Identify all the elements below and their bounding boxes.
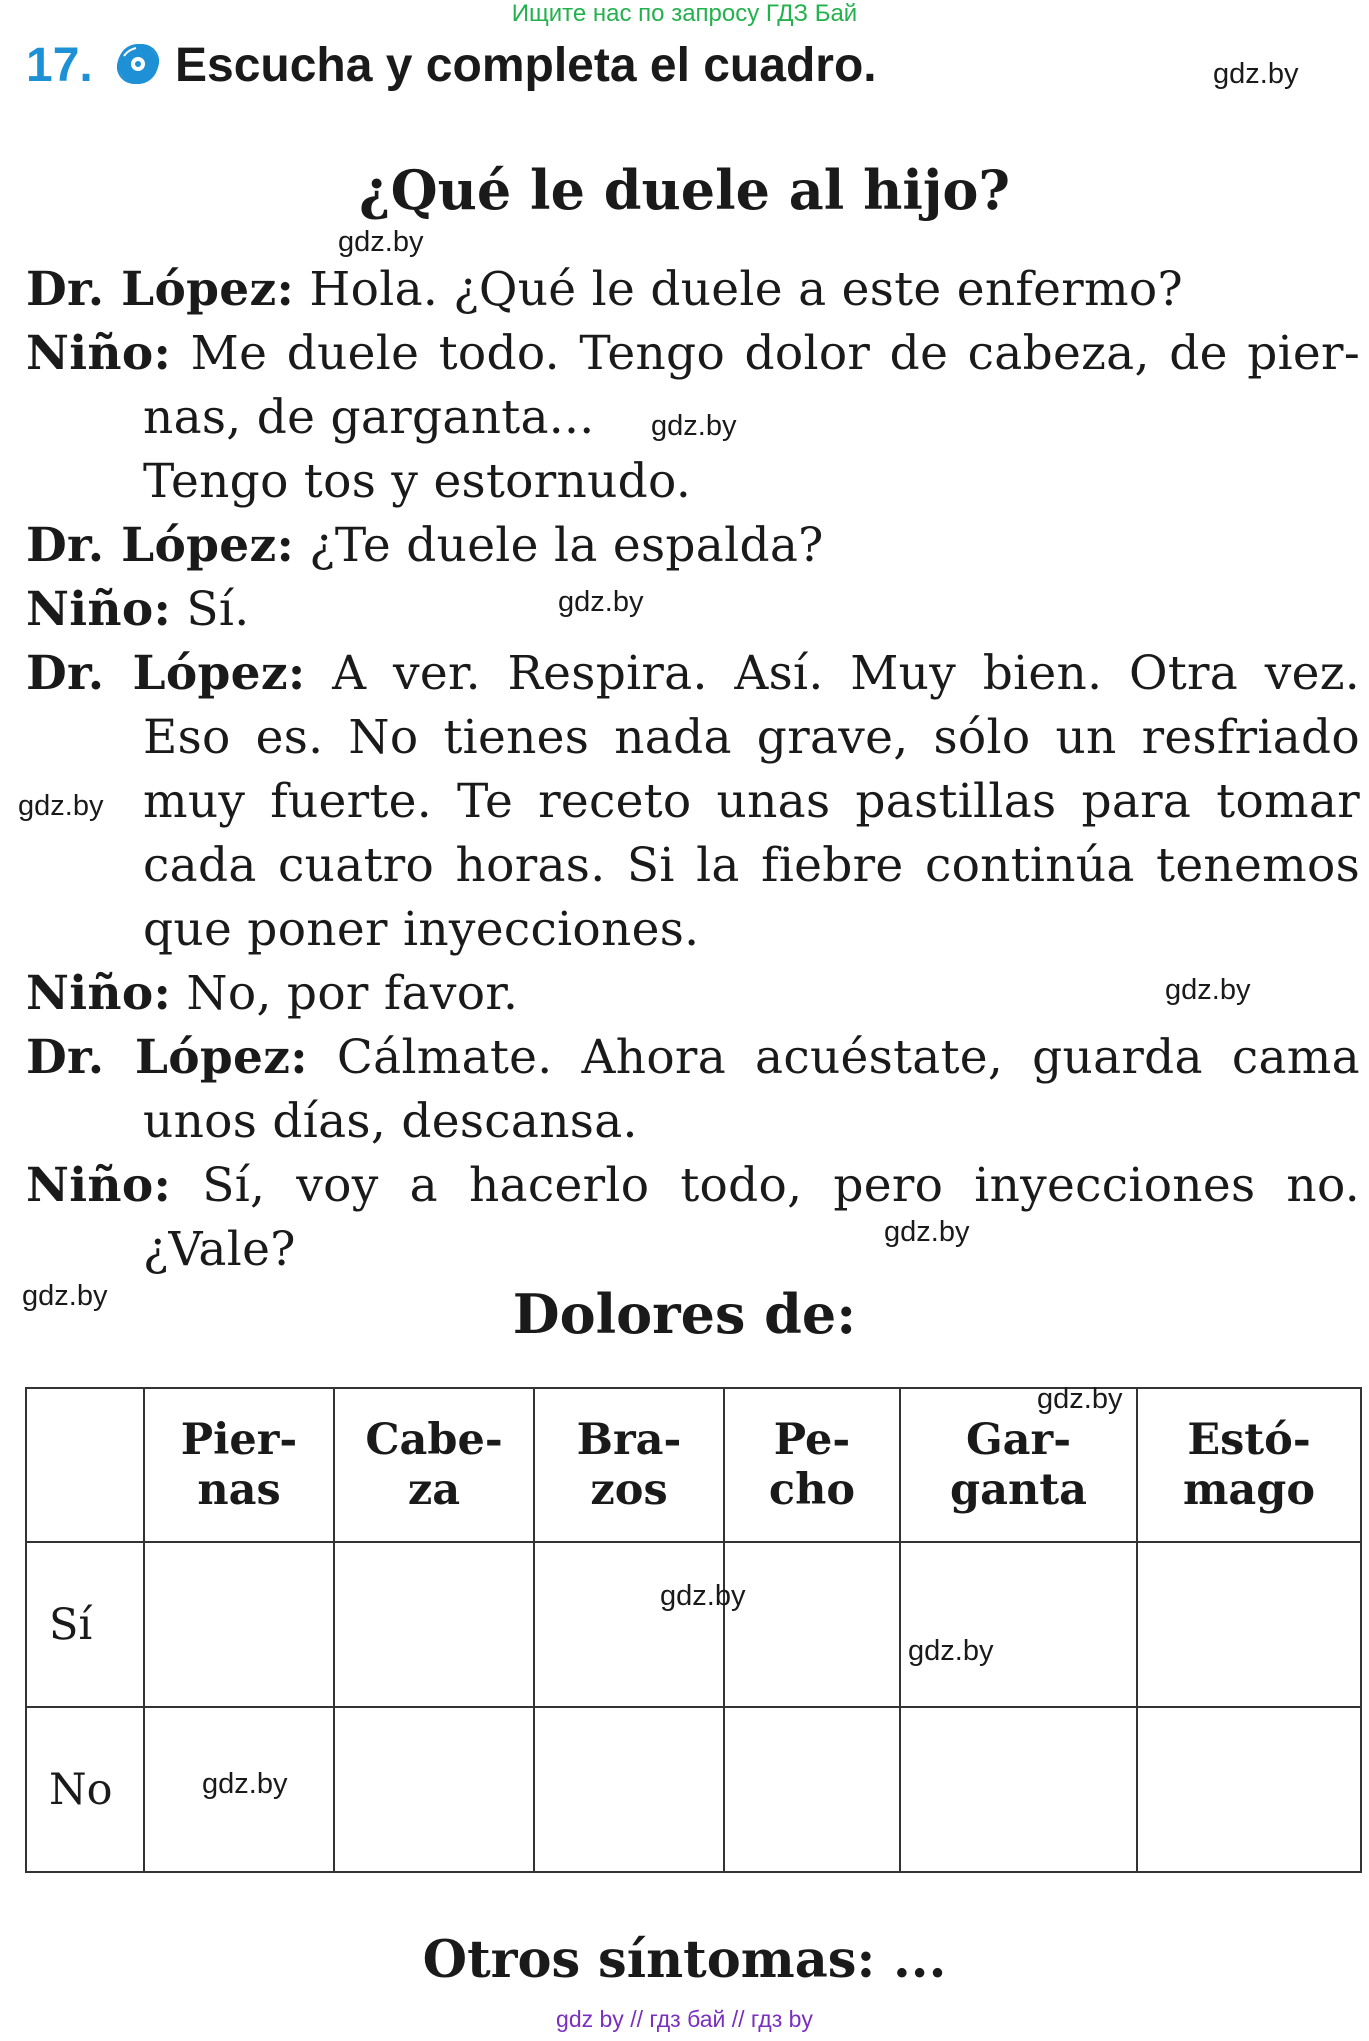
row-label: No bbox=[26, 1707, 144, 1872]
speaker-label: Dr. López: bbox=[26, 1030, 308, 1085]
line-text: Cálmate. Ahora acuéstate, guarda cama bbox=[307, 1030, 1360, 1085]
line-text: ¿Vale? bbox=[143, 1222, 296, 1277]
dialog-line bbox=[26, 582, 250, 637]
line-text: muy fuerte. Te receto unas pastillas para tomar bbox=[143, 774, 1360, 829]
table-header-row bbox=[26, 1388, 1361, 1542]
dialog-line bbox=[143, 454, 691, 509]
answer-cell[interactable] bbox=[144, 1542, 334, 1707]
watermark: gdz.by bbox=[1213, 58, 1299, 90]
speaker-label: Dr. López: bbox=[26, 262, 295, 317]
speaker-label: Niño: bbox=[26, 582, 172, 637]
dialog-line bbox=[26, 1030, 1360, 1085]
line-text: Me duele todo. Tengo dolor de cabeza, de pier- bbox=[171, 326, 1360, 381]
answer-cell[interactable] bbox=[724, 1707, 900, 1872]
column-header: Estó- mago bbox=[1137, 1388, 1361, 1542]
cd-icon bbox=[114, 40, 162, 88]
watermark: gdz.by bbox=[22, 1280, 108, 1312]
speaker-label: Dr. López: bbox=[26, 518, 295, 573]
watermark: gdz.by bbox=[884, 1216, 970, 1248]
line-text: Sí, voy a hacerlo todo, pero inyecciones no. bbox=[171, 1158, 1360, 1213]
answer-cell[interactable] bbox=[1137, 1542, 1361, 1707]
top-banner: Ищите нас по запросу ГДЗ Бай bbox=[511, 0, 858, 27]
line-text: Tengo tos y estornudo. bbox=[143, 454, 692, 509]
line-text: ¿Te duele la espalda? bbox=[294, 518, 824, 573]
line-text: A ver. Respira. Así. Muy bien. Otra vez. bbox=[305, 646, 1360, 701]
watermark: gdz.by bbox=[202, 1768, 288, 1800]
bottom-banner: gdz by // гдз бай // гдз by bbox=[556, 2006, 813, 2032]
column-header: Cabe- za bbox=[334, 1388, 534, 1542]
line-text: Hola. ¿Qué le duele a este enfermo? bbox=[294, 262, 1183, 317]
line-text: cada cuatro horas. Si la fiebre continúa tenemos bbox=[143, 838, 1360, 893]
speaker-label: Dr. López: bbox=[26, 646, 306, 701]
answer-cell[interactable] bbox=[1137, 1707, 1361, 1872]
exercise-instruction: Escucha y completa el cuadro. bbox=[175, 39, 877, 92]
line-text: No, por favor. bbox=[171, 966, 519, 1021]
dialog-line bbox=[26, 646, 1360, 701]
table-title: Dolores de: bbox=[512, 1282, 857, 1346]
otros-sintomas: Otros síntomas: ... bbox=[422, 1930, 947, 1990]
exercise-number: 17. bbox=[26, 39, 93, 92]
column-header: Pier- nas bbox=[144, 1388, 334, 1542]
dialog-line bbox=[143, 1222, 296, 1277]
watermark: gdz.by bbox=[18, 790, 104, 822]
answer-cell[interactable] bbox=[334, 1707, 534, 1872]
watermark: gdz.by bbox=[908, 1635, 994, 1667]
speaker-label: Niño: bbox=[26, 326, 172, 381]
watermark: gdz.by bbox=[651, 410, 737, 442]
column-header: Pe- cho bbox=[724, 1388, 900, 1542]
watermark: gdz.by bbox=[1037, 1383, 1123, 1415]
dialog-title: ¿Qué le duele al hijo? bbox=[358, 158, 1011, 222]
line-text: unos días, descansa. bbox=[143, 1094, 638, 1149]
line-text: que poner inyecciones. bbox=[143, 902, 700, 957]
corner-cell bbox=[26, 1388, 144, 1542]
answer-cell[interactable] bbox=[534, 1707, 724, 1872]
speaker-label: Niño: bbox=[26, 966, 172, 1021]
answer-cell[interactable] bbox=[724, 1542, 900, 1707]
speaker-label: Niño: bbox=[26, 1158, 172, 1213]
column-header: Bra- zos bbox=[534, 1388, 724, 1542]
column-header: Gar- ganta bbox=[900, 1388, 1137, 1542]
dialog-line bbox=[143, 838, 1360, 893]
line-text: Eso es. No tienes nada grave, sólo un resfriado bbox=[143, 710, 1360, 765]
line-text: nas, de garganta... bbox=[143, 390, 595, 445]
dialog-line bbox=[143, 902, 699, 957]
watermark: gdz.by bbox=[1165, 974, 1251, 1006]
table-row bbox=[26, 1542, 1361, 1707]
dialog-line bbox=[26, 262, 1183, 317]
dialog-line bbox=[143, 710, 1360, 765]
dialog-line bbox=[26, 1158, 1360, 1213]
answer-cell[interactable] bbox=[334, 1542, 534, 1707]
answer-cell[interactable] bbox=[900, 1542, 1137, 1707]
answer-cell[interactable] bbox=[900, 1707, 1137, 1872]
dialog-line bbox=[143, 390, 595, 445]
row-label: Sí bbox=[26, 1542, 144, 1707]
dialog-line bbox=[143, 774, 1360, 829]
watermark: gdz.by bbox=[558, 586, 644, 618]
dialog-line bbox=[26, 518, 824, 573]
dialog-line bbox=[26, 966, 518, 1021]
line-text: Sí. bbox=[171, 582, 250, 637]
answer-cell[interactable] bbox=[534, 1542, 724, 1707]
dialog-line bbox=[26, 326, 1360, 381]
dialog-line bbox=[143, 1094, 638, 1149]
watermark: gdz.by bbox=[660, 1580, 746, 1612]
watermark: gdz.by bbox=[338, 226, 424, 258]
